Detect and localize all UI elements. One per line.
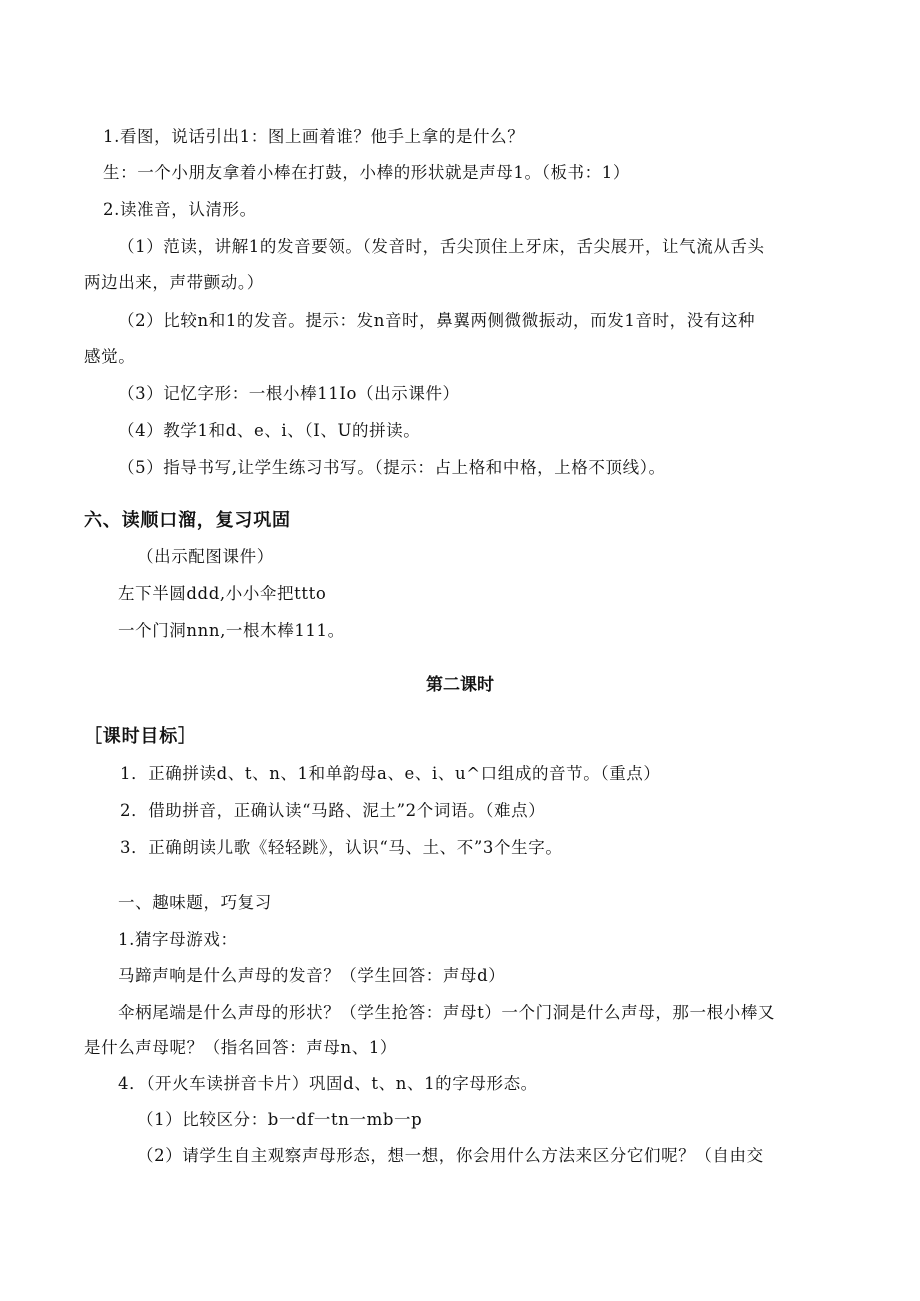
paragraph: （出示配图课件） [137, 547, 274, 566]
paragraph: （1）范读，讲解1的发音要领。（发音时，舌尖顶住上牙床，舌尖展开，让气流从舌头 [118, 237, 765, 256]
paragraph: 是什么声母呢？（指名回答：声母n、1） [84, 1038, 398, 1057]
paragraph: （2）比较n和1的发音。提示：发n音时，鼻翼两侧微微振动，而发1音时，没有这种 [118, 311, 756, 330]
goal-item: 2．借助拼音，正确认读“马路、泥土”2个词语。（难点） [120, 801, 546, 820]
paragraph: 一个门洞nnn,一根木棒111。 [118, 621, 345, 640]
paragraph: 一、趣味题，巧复习 [118, 893, 272, 912]
paragraph: 1.看图，说话引出1：图上画着谁？他手上拿的是什么？ [103, 127, 525, 146]
paragraph: 左下半圆ddd,小小伞把ttto [118, 584, 327, 603]
paragraph: （2）请学生自主观察声母形态，想一想，你会用什么方法来区分它们呢？（自由交 [137, 1146, 764, 1165]
paragraph: 伞柄尾端是什么声母的形状？（学生抢答：声母t）一个门洞是什么声母，那一根小棒又 [118, 1003, 776, 1022]
section-heading: 六、读顺口溜，复习巩固 [84, 510, 291, 531]
goal-item: 1．正确拼读d、t、n、1和单韵母a、e、i、u^口组成的音节。（重点） [120, 764, 661, 783]
paragraph: （1）比较区分：b一df一tn一mb一p [137, 1110, 423, 1129]
paragraph: 感觉。 [84, 347, 136, 366]
paragraph: 4．（开火车读拼音卡片）巩固d、t、n、1的字母形态。 [118, 1074, 538, 1093]
paragraph: （5）指导书写,让学生练习书写。（提示：占上格和中格，上格不顶线）。 [118, 458, 666, 477]
paragraph: 1.猜字母游戏： [118, 930, 238, 949]
paragraph: 马蹄声响是什么声母的发音？（学生回答：声母d） [118, 966, 506, 985]
goal-item: 3．正确朗读儿歌《轻轻跳》，认识“马、土、不”3个生字。 [120, 838, 563, 857]
goals-heading: ［课时目标］ [84, 726, 197, 747]
paragraph: （4）教学1和d、e、i、（I、U的拼读。 [118, 421, 421, 440]
paragraph: 生：一个小朋友拿着小棒在打鼓，小棒的形状就是声母1。（板书：1） [103, 163, 630, 182]
paragraph: 2.读准音，认清形。 [103, 200, 257, 219]
paragraph: （3）记忆字形：一根小棒11Io（出示课件） [118, 384, 460, 403]
paragraph: 两边出来，声带颤动。） [84, 273, 264, 292]
lesson-title: 第二课时 [426, 675, 494, 695]
